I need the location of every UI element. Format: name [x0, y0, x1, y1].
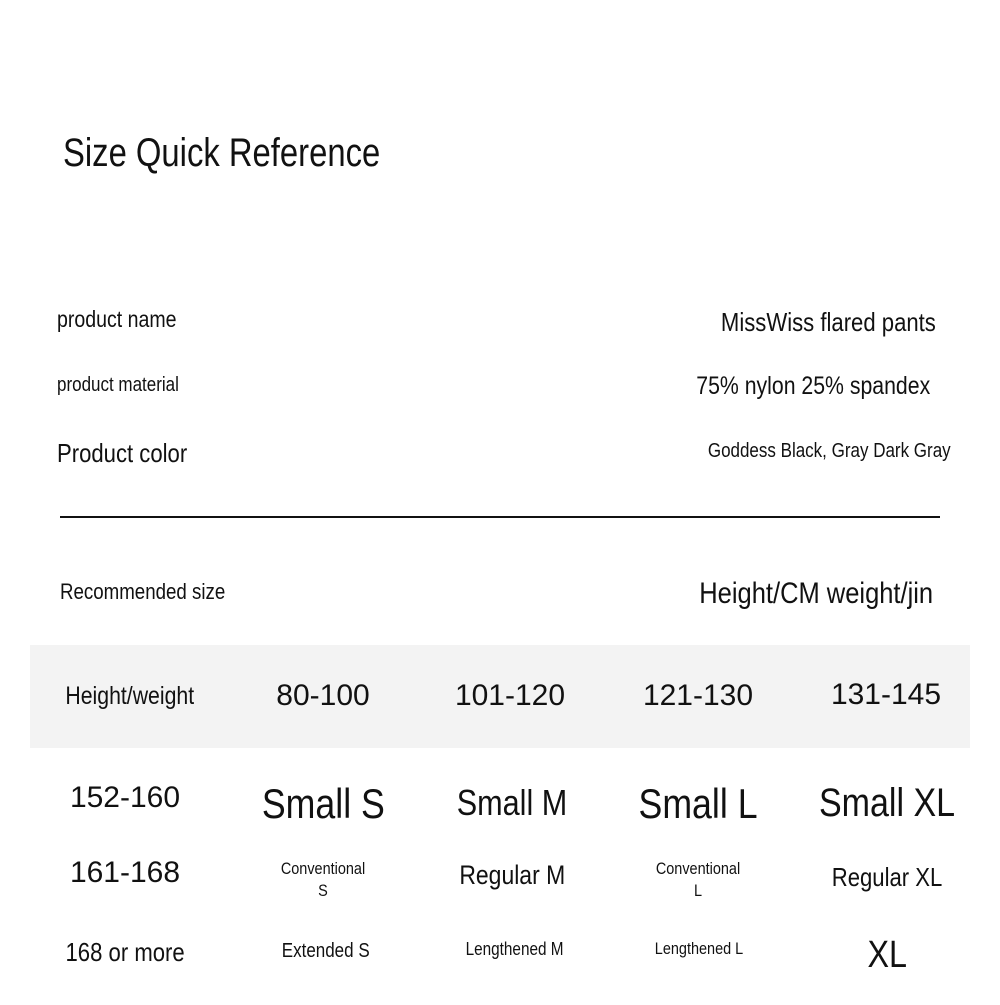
size-label: Regular M [459, 860, 565, 890]
header-label: 121-130 [642, 679, 754, 712]
size-label: Regular XL [831, 862, 943, 892]
header-cell-101-120 [420, 679, 600, 713]
size-label: Small L [638, 780, 758, 827]
recommended-size-label: Recommended size [60, 579, 226, 604]
product-color-value: Goddess Black, Gray Dark Gray [708, 440, 951, 462]
header-label: 131-145 [830, 678, 942, 711]
size-cell [233, 780, 413, 828]
product-material-value: 75% nylon 25% spandex [696, 372, 930, 400]
size-cell [797, 781, 977, 826]
product-material-label: product material [57, 374, 179, 396]
size-cell [608, 780, 788, 828]
size-cell [422, 782, 602, 824]
header-cell-131-145 [796, 678, 976, 712]
header-cell-121-130 [608, 679, 788, 713]
row-height-cell [35, 856, 215, 890]
size-cell [422, 860, 602, 891]
row-height-label: 152-160 [69, 781, 181, 814]
size-cell [609, 939, 789, 959]
size-cell [425, 939, 605, 960]
section-divider [60, 516, 940, 518]
page-title: Size Quick Reference [63, 131, 381, 175]
size-label: Conventional S [280, 859, 366, 900]
size-label: Small M [456, 782, 568, 823]
header-cell-80-100 [233, 679, 413, 713]
row-height-label: 168 or more [65, 937, 185, 967]
size-label: Lengthened L [654, 939, 744, 958]
size-cell [233, 858, 413, 902]
size-cell [797, 934, 977, 977]
size-label: Small S [261, 780, 385, 827]
size-label: Small XL [818, 781, 956, 825]
header-label: 101-120 [454, 679, 566, 712]
row-height-label: 161-168 [69, 856, 181, 889]
product-name-label: product name [57, 306, 177, 332]
size-label: Lengthened M [466, 939, 564, 959]
row-height-cell [35, 781, 215, 815]
size-label: XL [867, 934, 907, 976]
row-height-cell [35, 937, 215, 968]
units-label: Height/CM weight/jin [699, 577, 933, 610]
header-cell-height-weight [40, 682, 220, 711]
size-label: Extended S [282, 940, 370, 962]
size-cell [797, 862, 977, 893]
size-cell [236, 940, 416, 963]
header-label: Height/weight [65, 682, 195, 710]
header-label: 80-100 [276, 679, 370, 712]
product-name-value: MissWiss flared pants [721, 307, 936, 337]
size-label: Conventional L [655, 859, 741, 900]
product-color-label: Product color [57, 438, 188, 468]
size-cell [608, 858, 788, 902]
